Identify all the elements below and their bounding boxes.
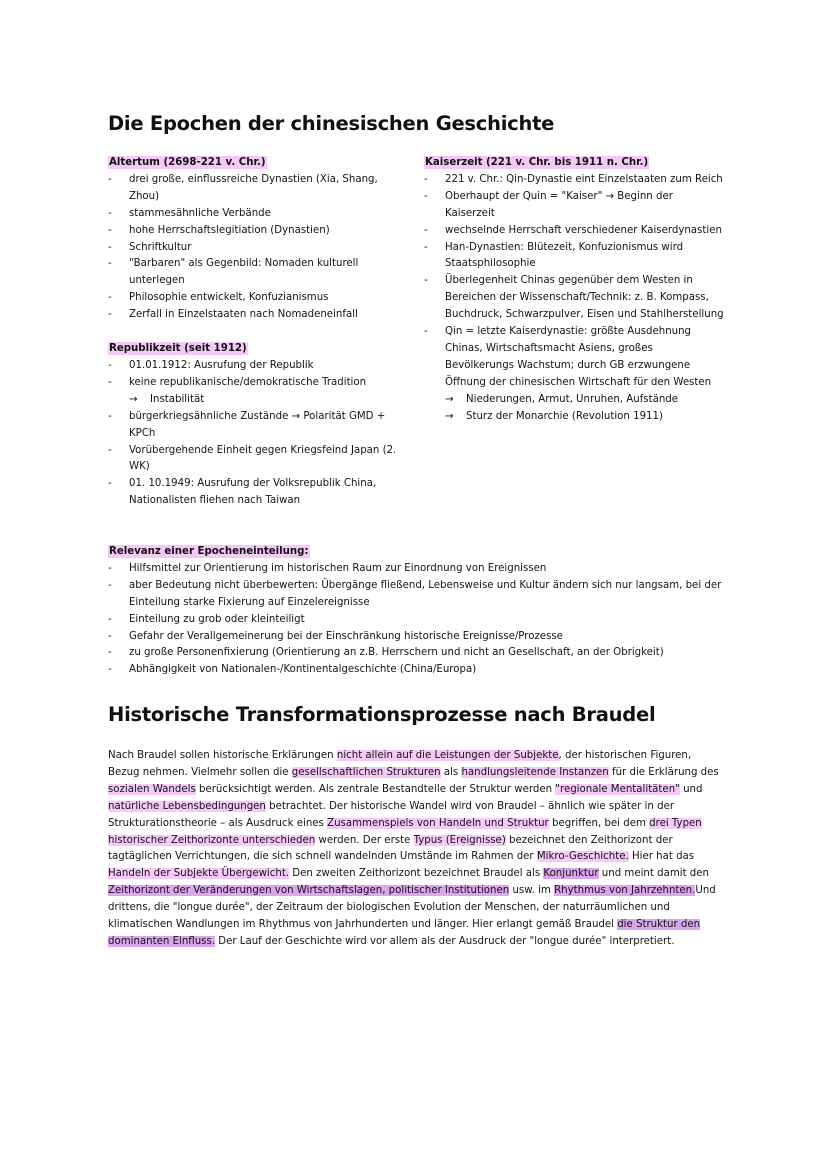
text-run: und meint damit den (598, 868, 710, 880)
list-item: - drei große, einflussreiche Dynastien (Xia, Shang, Zhou) (108, 172, 400, 206)
list-item: - "Barbaren" als Gegenbild: Nomaden kulturell unterlegen (108, 256, 400, 290)
sub-item (445, 392, 724, 409)
list-item: - Abhängigkeit von Nationalen-/Kontinentalgeschichte (China/Europa) (108, 662, 724, 679)
highlight: Mikro-Geschichte. (536, 851, 629, 863)
list-item: - aber Bedeutung nicht überbewerten: Übergänge fließend, Lebensweise und Kultur ändern sich nur langsam, bei der Einteilung starke Fixierung auf Einzelereignisse (108, 578, 724, 612)
list-item: - 01.01.1912: Ausrufung der Republik (108, 358, 400, 375)
list-item: - stammesähnliche Verbände (108, 206, 400, 223)
highlight: sozialen Wandels (108, 783, 196, 795)
altertum-title: Altertum (2698-221 v. Chr.) (109, 157, 266, 168)
highlight: Handeln der Subjekte Übergewicht. (108, 868, 290, 880)
list-item: - Vorübergehende Einheit gegen Kriegsfeind Japan (2. WK) (108, 443, 400, 477)
republik-title: Republikzeit (seit 1912) (109, 343, 247, 355)
sub-item (445, 409, 724, 426)
sub-item-text: Niederungen, Armut, Unruhen, Aufstände (466, 393, 679, 405)
highlight: Zusammenspiels von Handeln und Struktur (327, 817, 549, 829)
text-run: , der historischen Figuren, Bezug nehmen. Vielmehr sollen die (108, 750, 692, 778)
text-run: usw. im (509, 885, 555, 897)
highlight: Typus (Ereignisse) (413, 834, 506, 846)
list-item (424, 324, 724, 425)
text-run: und (679, 783, 703, 795)
list-item: - Schriftkultur (108, 240, 400, 257)
text-run: Und drittens, die "longue durée", der Zeitraum der biologischen Evolution der Menschen, der naturräumlichen und klimatischen Wandlungen im Rhythmus von Jahrhunderten und länger. Hier erlangt gemäß Braudel (108, 885, 716, 931)
highlight: natürliche Lebensbedingungen (108, 800, 266, 812)
altertum-list (108, 172, 400, 324)
highlight: Konjunktur (543, 868, 599, 880)
highlight: gesellschaftlichen Strukturen (291, 766, 441, 778)
highlight: nicht allein auf die Leistungen der Subjekte (336, 750, 559, 761)
text-run: Der Lauf der Geschichte wird vor allem als der Ausdruck der "longue durée" interpretiert. (215, 935, 675, 947)
page-title: Die Epochen der chinesischen Geschichte (108, 112, 555, 135)
list-item: - Han-Dynastien: Blütezeit, Konfuzionismus wird Staatsphilosophie (424, 240, 724, 274)
text-run: Hier hat das (628, 851, 695, 863)
relevanz-list (108, 561, 724, 679)
list-item: - Philosophie entwickelt, Konfuzianismus (108, 290, 400, 307)
right-column (424, 155, 724, 426)
highlight: handlungsleitende Instanzen (461, 766, 609, 778)
list-item-text: keine republikanische/demokratische Tradition (129, 376, 367, 388)
arrow-icon: → (445, 393, 454, 405)
highlight: Rhythmus von Jahrzehnten. (554, 885, 696, 897)
republik-section (108, 341, 400, 510)
list-item: - Einteilung zu grob oder kleinteiligt (108, 612, 724, 629)
arrow-icon: → (129, 393, 138, 405)
list-item-text: Qin = letzte Kaiserdynastie: größte Ausdehnung Chinas, Wirtschaftsmacht Asiens, großes Bevölkerungs Wachstum; durch GB erzwungene Öffnung der chinesischen Wirtschaft für den Westen (445, 326, 712, 388)
list-item: - Gefahr der Verallgemeinerung bei der Einschränkung historische Ereignisse/Prozesse (108, 629, 724, 646)
list-item: - wechselnde Herrschaft verschiedener Kaiserdynastien (424, 223, 724, 240)
text-run: Nach Braudel sollen historische Erklärungen (108, 750, 337, 761)
list-item (108, 375, 400, 409)
relevanz-title: Relevanz einer Epocheneinteilung: (109, 546, 309, 557)
text-run: berücksichtigt werden. Als zentrale Bestandteile der Struktur werden (195, 783, 556, 795)
altertum-section (108, 155, 400, 324)
kaiser-title: Kaiserzeit (221 v. Chr. bis 1911 n. Chr.) (425, 157, 649, 168)
text-run: für die Erklärung des (608, 766, 719, 778)
sub-item-text: Sturz der Monarchie (Revolution 1911) (466, 410, 663, 422)
text-run: Den zweiten Zeithorizont bezeichnet Braudel als (289, 868, 544, 880)
left-column (108, 155, 400, 510)
list-item: - Zerfall in Einzelstaaten nach Nomadeneinfall (108, 307, 400, 324)
kaiser-list (424, 172, 724, 426)
sub-item (129, 392, 400, 409)
relevanz-section (108, 544, 724, 679)
text-run: als (440, 766, 462, 778)
list-item: - bürgerkriegsähnliche Zustände → Polarität GMD + KPCh (108, 409, 400, 443)
list-item: - hohe Herrschaftslegitiation (Dynastien) (108, 223, 400, 240)
list-item: - Oberhaupt der Quin = "Kaiser" → Beginn der Kaiserzeit (424, 189, 724, 223)
list-item: - Hilfsmittel zur Orientierung im historischen Raum zur Einordnung von Ereignissen (108, 561, 724, 578)
text-run: werden. Der erste (315, 834, 414, 846)
list-item: - zu große Personenfixierung (Orientierung an z.B. Herrschern und nicht an Gesellschaft, an der Obrigkeit) (108, 645, 724, 662)
list-item: - 221 v. Chr.: Qin-Dynastie eint Einzelstaaten zum Reich (424, 172, 724, 189)
list-item: - Überlegenheit Chinas gegenüber dem Westen in Bereichen der Wissenschaft/Technik: z. B. Kompass, Buchdruck, Schwarzpulver, Eisen und Stahlherstellung (424, 273, 724, 324)
braudel-paragraph (108, 748, 722, 951)
highlight: "regionale Mentalitäten" (555, 783, 680, 795)
highlight: drei Typen historischer Zeithorizonte unterschieden (108, 817, 702, 846)
republik-list (108, 358, 400, 510)
text-run: bezeichnet den Zeithorizont der tagtäglichen Verrichtungen, die sich schnell wandelnden Umstände im Rahmen der (108, 834, 673, 863)
sub-item-text: Instabilität (150, 393, 205, 405)
highlight: die Struktur den dominanten Einfluss. (108, 919, 701, 947)
highlight: Zeithorizont der Veränderungen von Wirtschaftslagen, politischer Institutionen (108, 885, 510, 897)
text-run: begriffen, bei dem (548, 817, 650, 829)
text-run: betrachtet. Der historische Wandel wird von Braudel – ähnlich wie später in der Strukturationstheorie – als Ausdruck eines (108, 800, 675, 829)
arrow-icon: → (445, 410, 454, 422)
section-title-braudel: Historische Transformationsprozesse nach Braudel (108, 703, 656, 726)
list-item: - 01. 10.1949: Ausrufung der Volksrepublik China, Nationalisten fliehen nach Taiwan (108, 476, 400, 510)
